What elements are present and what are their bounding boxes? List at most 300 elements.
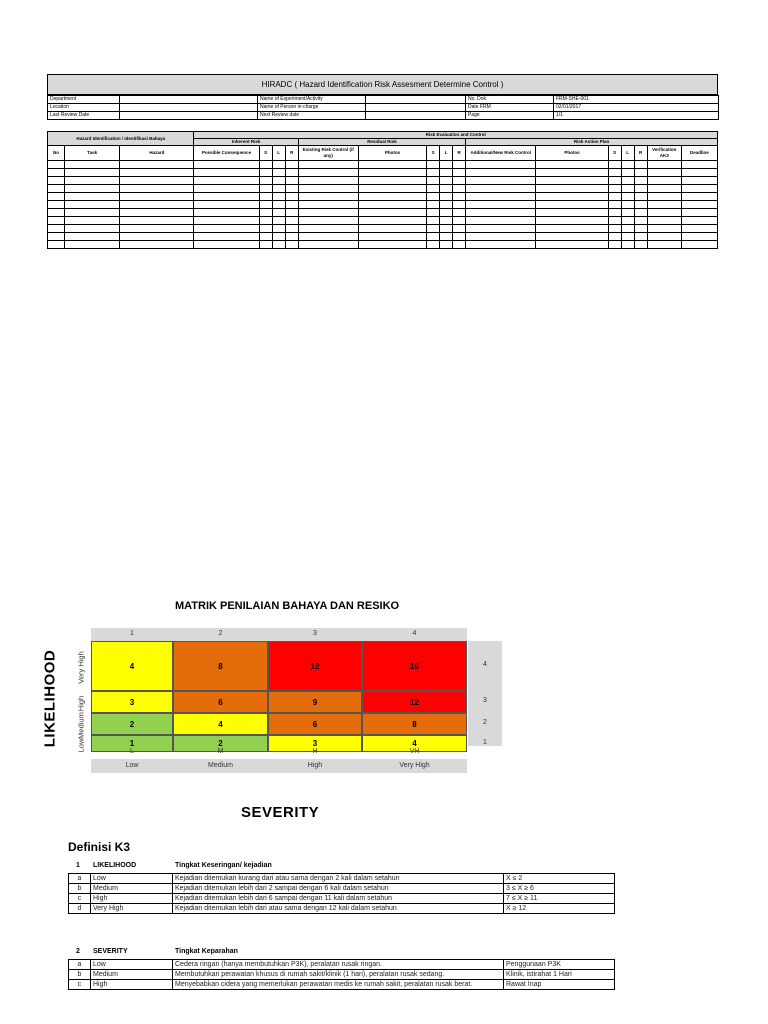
- table-cell: [466, 177, 536, 185]
- table-cell: [358, 233, 426, 241]
- info-cell: [120, 112, 258, 120]
- risk-action-plan-header: Risk Action Plan: [466, 139, 718, 146]
- table-cell: [634, 161, 647, 169]
- info-cell: 02/01/2017: [554, 104, 719, 112]
- table-cell: [285, 233, 298, 241]
- table-cell: [285, 169, 298, 177]
- table-cell: [120, 209, 194, 217]
- table-cell: [427, 233, 440, 241]
- info-cell: Date FRM: [466, 104, 554, 112]
- matrix-title: MATRIK PENILAIAN BAHAYA DAN RESIKO: [175, 600, 400, 612]
- table-cell: [120, 169, 194, 177]
- table-cell: [272, 217, 285, 225]
- table-cell: [634, 217, 647, 225]
- hazard-table: [47, 131, 718, 249]
- definition-cell: Kejadian ditemukan kurang dari atau sama dengan 2 kali dalam setahun: [173, 874, 504, 884]
- table-cell: [259, 193, 272, 201]
- table-row: [48, 161, 718, 169]
- table-row: [48, 217, 718, 225]
- table-cell: [536, 225, 608, 233]
- table-cell: [453, 217, 466, 225]
- definition-row: [69, 980, 615, 990]
- table-cell: [120, 161, 194, 169]
- table-cell: [298, 201, 358, 209]
- definition-cell: d: [69, 904, 91, 914]
- table-cell: [120, 177, 194, 185]
- definition-cell: b: [69, 970, 91, 980]
- definition-row: [69, 960, 615, 970]
- table-cell: [272, 209, 285, 217]
- matrix-cell: 3: [91, 691, 173, 713]
- table-cell: [440, 225, 453, 233]
- info-cell: Page: [466, 112, 554, 120]
- table-cell: [298, 225, 358, 233]
- column-number: 4: [412, 630, 417, 637]
- definition-cell: Low: [91, 874, 173, 884]
- table-cell: [647, 217, 681, 225]
- table-cell: [466, 233, 536, 241]
- column-header: Possible Consequence: [194, 146, 259, 161]
- table-cell: [358, 241, 426, 249]
- table-cell: [285, 225, 298, 233]
- table-cell: [453, 161, 466, 169]
- table-cell: [272, 233, 285, 241]
- definition-row: [69, 970, 615, 980]
- table-cell: [608, 193, 621, 201]
- table-cell: [608, 201, 621, 209]
- severity-axis-label: SEVERITY: [241, 804, 320, 821]
- table-cell: [65, 185, 120, 193]
- table-cell: [48, 225, 65, 233]
- info-cell: Last Review Date: [48, 112, 120, 120]
- table-cell: [634, 177, 647, 185]
- table-cell: [427, 169, 440, 177]
- table-cell: [272, 193, 285, 201]
- definition-cell: Klinik, istirahat 1 Hari: [504, 970, 615, 980]
- table-cell: [681, 225, 717, 233]
- table-cell: [536, 177, 608, 185]
- likelihood-axis-label: LIKELIHOOD: [41, 649, 59, 748]
- matrix-cell: 2: [91, 713, 173, 735]
- info-cell: Name of Person in-charge: [258, 104, 366, 112]
- table-cell: [427, 161, 440, 169]
- table-cell: [453, 177, 466, 185]
- info-cell: Name of Experiment/Activity: [258, 96, 366, 104]
- column-header: R: [634, 146, 647, 161]
- table-cell: [466, 217, 536, 225]
- table-cell: [259, 201, 272, 209]
- table-cell: [427, 193, 440, 201]
- hiradc-form: [47, 74, 718, 249]
- likelihood-section-num: 1: [76, 862, 80, 869]
- table-cell: [285, 185, 298, 193]
- info-cell: Location: [48, 104, 120, 112]
- matrix-cell: 12: [268, 641, 362, 691]
- definition-cell: Low: [91, 960, 173, 970]
- definition-cell: 7 ≤ X ≥ 11: [504, 894, 615, 904]
- column-header: Photos: [358, 146, 426, 161]
- table-cell: [48, 241, 65, 249]
- table-cell: [453, 241, 466, 249]
- table-cell: [608, 241, 621, 249]
- table-cell: [285, 177, 298, 185]
- table-cell: [536, 217, 608, 225]
- definition-cell: Kejadian ditemukan lebih dari 2 sampai dengan 6 kali dalam setahun: [173, 884, 504, 894]
- table-cell: [285, 241, 298, 249]
- table-cell: [536, 209, 608, 217]
- matrix-cell: 16: [362, 641, 467, 691]
- column-header: Existing Risk Control (if any): [298, 146, 358, 161]
- table-cell: [358, 225, 426, 233]
- table-cell: [259, 177, 272, 185]
- table-cell: [681, 177, 717, 185]
- table-cell: [120, 201, 194, 209]
- table-cell: [194, 161, 259, 169]
- table-cell: [427, 185, 440, 193]
- column-header: S: [259, 146, 272, 161]
- table-cell: [272, 185, 285, 193]
- table-cell: [621, 193, 634, 201]
- likelihood-level: Low: [76, 738, 86, 752]
- table-cell: [298, 209, 358, 217]
- table-cell: [453, 209, 466, 217]
- table-cell: [120, 225, 194, 233]
- info-cell: [120, 96, 258, 104]
- info-row: [48, 104, 719, 112]
- table-cell: [48, 177, 65, 185]
- table-cell: [634, 233, 647, 241]
- severity-letter: M: [217, 748, 224, 755]
- table-cell: [647, 201, 681, 209]
- table-cell: [466, 185, 536, 193]
- table-cell: [681, 233, 717, 241]
- table-cell: [647, 233, 681, 241]
- table-cell: [681, 241, 717, 249]
- table-cell: [194, 217, 259, 225]
- table-cell: [536, 161, 608, 169]
- table-cell: [647, 209, 681, 217]
- table-cell: [48, 193, 65, 201]
- matrix-row-numbers: [468, 641, 502, 746]
- severity-section-num: 2: [76, 948, 80, 955]
- definition-row: [69, 904, 615, 914]
- table-cell: [608, 225, 621, 233]
- definition-cell: Kejadian ditemukan lebih dari atau sama dengan 12 kali dalam setahun: [173, 904, 504, 914]
- table-cell: [48, 233, 65, 241]
- likelihood-level: Medium: [76, 712, 86, 739]
- matrix-column-numbers: [91, 628, 467, 641]
- table-row: [48, 233, 718, 241]
- definition-cell: Kejadian ditemukan lebih dari 6 sampai dengan 11 kali dalam setahun: [173, 894, 504, 904]
- table-cell: [621, 161, 634, 169]
- table-cell: [65, 241, 120, 249]
- table-cell: [65, 169, 120, 177]
- table-cell: [647, 241, 681, 249]
- table-cell: [65, 201, 120, 209]
- table-cell: [358, 201, 426, 209]
- column-header: No: [48, 146, 65, 161]
- table-cell: [65, 217, 120, 225]
- column-header: S: [608, 146, 621, 161]
- table-cell: [621, 225, 634, 233]
- table-cell: [440, 161, 453, 169]
- matrix-cell: 1: [91, 735, 173, 752]
- row-number: 1: [483, 738, 487, 746]
- table-cell: [48, 201, 65, 209]
- definition-cell: Rawat Inap: [504, 980, 615, 990]
- definition-cell: a: [69, 960, 91, 970]
- table-cell: [65, 161, 120, 169]
- table-cell: [466, 193, 536, 201]
- table-cell: [647, 161, 681, 169]
- definition-cell: Very High: [91, 904, 173, 914]
- table-cell: [298, 217, 358, 225]
- table-cell: [285, 161, 298, 169]
- table-cell: [285, 217, 298, 225]
- table-cell: [65, 209, 120, 217]
- row-number: 2: [483, 719, 487, 726]
- table-cell: [647, 177, 681, 185]
- table-cell: [259, 161, 272, 169]
- table-cell: [440, 233, 453, 241]
- table-cell: [440, 241, 453, 249]
- table-cell: [440, 193, 453, 201]
- column-header: R: [453, 146, 466, 161]
- table-cell: [466, 161, 536, 169]
- table-cell: [358, 185, 426, 193]
- table-cell: [65, 233, 120, 241]
- severity-letter: VH: [409, 748, 420, 755]
- table-cell: [194, 201, 259, 209]
- table-cell: [608, 161, 621, 169]
- risk-evaluation-header: Risk Evaluation and Control: [194, 132, 718, 139]
- definition-cell: X ≤ 2: [504, 874, 615, 884]
- table-cell: [634, 241, 647, 249]
- table-cell: [194, 209, 259, 217]
- column-header: Verification AK3: [647, 146, 681, 161]
- table-cell: [272, 169, 285, 177]
- table-cell: [120, 233, 194, 241]
- definition-cell: Cedera ringan (hanya membutuhkan P3K), peralatan rusak ringan.: [173, 960, 504, 970]
- table-cell: [120, 241, 194, 249]
- matrix-cell: 8: [173, 641, 268, 691]
- table-cell: [65, 193, 120, 201]
- info-cell: Department: [48, 96, 120, 104]
- table-cell: [285, 193, 298, 201]
- column-header: R: [285, 146, 298, 161]
- table-cell: [120, 193, 194, 201]
- table-cell: [285, 209, 298, 217]
- table-cell: [427, 201, 440, 209]
- table-cell: [536, 241, 608, 249]
- table-cell: [48, 209, 65, 217]
- table-cell: [259, 185, 272, 193]
- table-cell: [427, 177, 440, 185]
- table-row: [48, 201, 718, 209]
- table-cell: [259, 217, 272, 225]
- matrix-cell: 3: [268, 735, 362, 752]
- definition-cell: Penggunaan P3K: [504, 960, 615, 970]
- table-cell: [647, 225, 681, 233]
- definition-cell: Membutuhkan perawatan khusus di rumah sakit/klinik (1 hari), peralatan rusak sedang.: [173, 970, 504, 980]
- table-cell: [440, 209, 453, 217]
- column-number: 3: [313, 630, 317, 637]
- likelihood-definition-table: [68, 873, 615, 914]
- table-cell: [358, 161, 426, 169]
- table-cell: [621, 177, 634, 185]
- risk-matrix-grid: [91, 641, 467, 746]
- table-cell: [681, 217, 717, 225]
- inherent-risk-header: Inherent Risk: [194, 139, 298, 146]
- info-cell: FRM-SHE-001: [554, 96, 719, 104]
- table-cell: [634, 225, 647, 233]
- definition-cell: Medium: [91, 970, 173, 980]
- table-cell: [358, 169, 426, 177]
- table-cell: [194, 177, 259, 185]
- table-cell: [358, 217, 426, 225]
- table-cell: [298, 193, 358, 201]
- definition-row: [69, 874, 615, 884]
- definition-row: [69, 894, 615, 904]
- table-cell: [65, 177, 120, 185]
- table-cell: [634, 169, 647, 177]
- table-cell: [194, 233, 259, 241]
- table-cell: [427, 209, 440, 217]
- table-cell: [621, 185, 634, 193]
- table-cell: [681, 185, 717, 193]
- info-cell: 1/1: [554, 112, 719, 120]
- table-cell: [536, 185, 608, 193]
- table-cell: [427, 225, 440, 233]
- table-cell: [48, 185, 65, 193]
- likelihood-section-name: LIKELIHOOD: [93, 862, 137, 869]
- table-row: [48, 209, 718, 217]
- hazard-identification-header: Hazard Identification / Identifikasi Bahaya: [48, 132, 194, 146]
- likelihood-level: High: [76, 695, 86, 712]
- table-cell: [358, 177, 426, 185]
- table-cell: [453, 201, 466, 209]
- table-cell: [608, 233, 621, 241]
- table-cell: [440, 217, 453, 225]
- table-cell: [48, 169, 65, 177]
- likelihood-section-heading: Tingkat Keseringan/ kejadian: [175, 862, 272, 869]
- severity-definition-table: [68, 959, 615, 990]
- table-cell: [358, 193, 426, 201]
- table-cell: [285, 201, 298, 209]
- column-header: Additional/New Risk Control: [466, 146, 536, 161]
- definition-cell: Menyebabkan cidera yang memerlukan perawatan medis ke rumah sakit, peralatan rusak berat.: [173, 980, 504, 990]
- table-cell: [259, 169, 272, 177]
- table-row: [48, 241, 718, 249]
- table-cell: [298, 169, 358, 177]
- table-cell: [427, 217, 440, 225]
- column-header: L: [272, 146, 285, 161]
- matrix-cell: 6: [173, 691, 268, 713]
- table-cell: [272, 201, 285, 209]
- table-cell: [621, 233, 634, 241]
- matrix-cell: 4: [91, 641, 173, 691]
- table-cell: [608, 217, 621, 225]
- table-cell: [647, 169, 681, 177]
- severity-letters: [91, 747, 467, 759]
- table-cell: [298, 161, 358, 169]
- severity-letter: L: [130, 748, 134, 755]
- table-cell: [634, 193, 647, 201]
- column-header: L: [621, 146, 634, 161]
- matrix-cell: 4: [173, 713, 268, 735]
- severity-name: Medium: [208, 762, 233, 769]
- severity-names: [91, 759, 467, 773]
- table-cell: [466, 209, 536, 217]
- table-cell: [608, 209, 621, 217]
- column-header: Task: [65, 146, 120, 161]
- column-header: S: [427, 146, 440, 161]
- severity-name: Very High: [399, 762, 430, 769]
- definition-cell: 3 ≤ X ≥ 6: [504, 884, 615, 894]
- table-row: [48, 193, 718, 201]
- definition-cell: a: [69, 874, 91, 884]
- table-cell: [440, 185, 453, 193]
- table-cell: [194, 193, 259, 201]
- table-cell: [272, 161, 285, 169]
- matrix-cell: 12: [362, 691, 467, 713]
- table-cell: [427, 241, 440, 249]
- info-cell: [366, 96, 466, 104]
- table-cell: [466, 201, 536, 209]
- table-cell: [194, 169, 259, 177]
- table-cell: [681, 169, 717, 177]
- info-table: [47, 95, 719, 120]
- definition-cell: X ≥ 12: [504, 904, 615, 914]
- table-cell: [453, 233, 466, 241]
- table-cell: [194, 185, 259, 193]
- table-cell: [634, 209, 647, 217]
- definition-cell: c: [69, 894, 91, 904]
- table-cell: [621, 217, 634, 225]
- table-cell: [272, 225, 285, 233]
- definition-cell: Medium: [91, 884, 173, 894]
- row-number: 3: [483, 697, 487, 704]
- column-header: Hazard: [120, 146, 194, 161]
- table-cell: [259, 209, 272, 217]
- table-cell: [536, 193, 608, 201]
- info-cell: [366, 112, 466, 120]
- table-cell: [536, 169, 608, 177]
- table-cell: [466, 241, 536, 249]
- table-cell: [608, 185, 621, 193]
- severity-name: Low: [125, 762, 139, 769]
- table-cell: [48, 161, 65, 169]
- table-cell: [440, 169, 453, 177]
- definition-cell: High: [91, 980, 173, 990]
- table-row: [48, 185, 718, 193]
- table-row: [48, 225, 718, 233]
- severity-name: High: [307, 762, 323, 769]
- severity-letter: H: [312, 748, 318, 755]
- table-cell: [453, 193, 466, 201]
- table-cell: [440, 177, 453, 185]
- table-cell: [298, 233, 358, 241]
- column-header: Photos: [536, 146, 608, 161]
- table-cell: [608, 169, 621, 177]
- info-cell: Next Review date: [258, 112, 366, 120]
- table-cell: [647, 193, 681, 201]
- severity-section-heading: Tingkat Keparahan: [175, 948, 238, 955]
- matrix-cell: 8: [362, 713, 467, 735]
- info-cell: [120, 104, 258, 112]
- form-title: HIRADC ( Hazard Identification Risk Assesment Determine Control ): [47, 74, 718, 95]
- table-cell: [48, 217, 65, 225]
